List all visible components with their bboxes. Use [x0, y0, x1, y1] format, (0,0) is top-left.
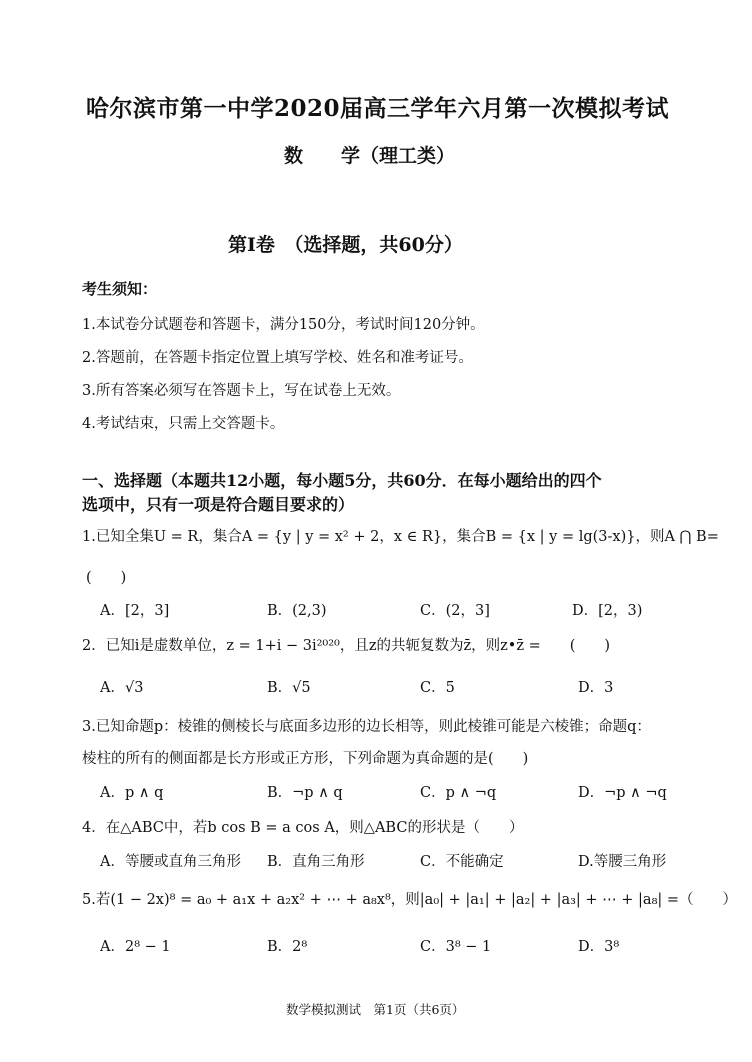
- exam-title: 哈尔滨市第一中学2020届高三学年六月第一次模拟考试: [86, 95, 670, 122]
- question-3-stem-cont: 棱柱的所有的侧面都是长方形或正方形，下列命题为真命题的是( ): [82, 751, 529, 767]
- notice-item: 1.本试卷分试题卷和答题卡，满分150分，考试时间120分钟。: [82, 317, 485, 333]
- question-5-stem: 5.若(1 − 2x)⁸ = a₀ + a₁x + a₂x² + ⋯ + a₈x⁸，则|a₀| + |a₁| + |a₂| + |a₃| + ⋯ + |a₈| =（ ）: [82, 892, 738, 908]
- question-1-option-a: A．[2，3]: [100, 603, 170, 619]
- notice-item: 4.考试结束，只需上交答题卡。: [82, 416, 285, 432]
- question-1-option-c: C．(2，3]: [420, 603, 490, 619]
- notice-item: 3.所有答案必须写在答题卡上，写在试卷上无效。: [82, 383, 401, 399]
- question-3-option-c: C．p ∧ ¬q: [420, 785, 497, 801]
- part-heading-cont: 选项中，只有一项是符合题目要求的）: [82, 495, 355, 514]
- question-2-option-b: B．√5: [267, 680, 311, 696]
- question-3-stem: 3.已知命题p：棱锥的侧棱长与底面多边形的边长相等，则此棱锥可能是六棱锥；命题q：: [82, 719, 651, 735]
- question-2-option-a: A．√3: [100, 680, 144, 696]
- question-2-stem: 2．已知i是虚数单位，z = 1+i − 3i²⁰²⁰，且z的共轭复数为z̄，则z•z̄ = ( ): [82, 638, 611, 654]
- part-heading: 一、选择题（本题共12小题，每小题5分，共60分．在每小题给出的四个: [82, 471, 602, 490]
- question-5-option-d: D．3⁸: [578, 939, 620, 955]
- exam-subject: 数 学（理工类）: [284, 145, 456, 167]
- notice-item: 2.答题前，在答题卡指定位置上填写学校、姓名和准考证号。: [82, 350, 473, 366]
- notice-heading: 考生须知：: [82, 280, 158, 298]
- question-5-option-c: C．3⁸ − 1: [420, 939, 492, 955]
- question-4-stem: 4．在△ABC中，若b cos B = a cos A，则△ABC的形状是（ ）: [82, 820, 524, 836]
- question-1-option-d: D．[2，3): [572, 603, 643, 619]
- question-1-option-b: B．(2,3): [267, 603, 327, 619]
- question-2-option-c: C．5: [420, 680, 455, 696]
- question-5-option-b: B．2⁸: [267, 939, 308, 955]
- question-4-option-c: C．不能确定: [420, 854, 504, 870]
- question-3-option-b: B．¬p ∧ q: [267, 785, 343, 801]
- question-5-option-a: A．2⁸ − 1: [100, 939, 171, 955]
- question-3-option-d: D．¬p ∧ ¬q: [578, 785, 667, 801]
- page-footer: 数学模拟测试 第1页（共6页）: [286, 1002, 465, 1017]
- question-4-option-a: A．等腰或直角三角形: [100, 854, 241, 870]
- question-4-option-d: D.等腰三角形: [578, 854, 667, 870]
- section-heading: 第Ⅰ卷 （选择题，共60分）: [228, 234, 463, 256]
- question-1-blank: ( ): [86, 570, 127, 586]
- question-4-option-b: B．直角三角形: [267, 854, 365, 870]
- question-1-stem: 1.已知全集U = R，集合A = {y | y = x² + 2，x ∈ R}，集合B = {x | y = lg(3-x)}，则A ⋂ B=: [82, 529, 719, 545]
- question-3-option-a: A．p ∧ q: [100, 785, 164, 801]
- question-2-option-d: D．3: [578, 680, 614, 696]
